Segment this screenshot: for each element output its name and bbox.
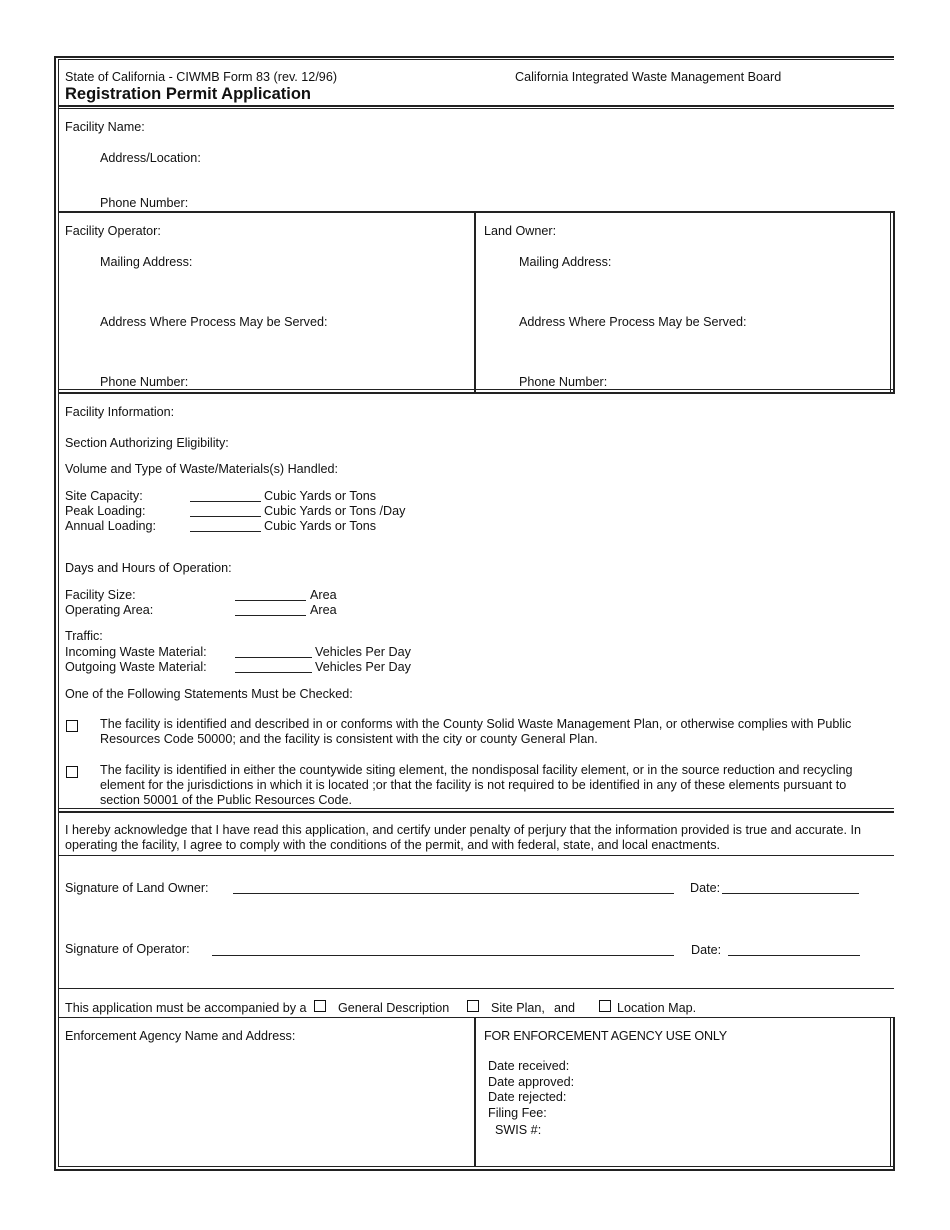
statement-2-text: The facility is identified in either the countywide siting element, the nondisposal facility element, or in the source reduction and recycling element for the jurisdictions in which it is located ;or that the facility is not required to be identified in any of these elements pursuant to section 50001 of the Public Resources Code. bbox=[100, 763, 853, 807]
operating-area-field[interactable] bbox=[235, 604, 306, 616]
border-bottom-inner bbox=[58, 1166, 894, 1167]
statement-2-checkbox[interactable] bbox=[66, 766, 78, 778]
attach-divider bbox=[58, 988, 894, 989]
owner-mailing-label: Mailing Address: bbox=[519, 255, 612, 269]
land-owner-date-line[interactable] bbox=[722, 893, 859, 894]
header-divider-a bbox=[58, 105, 894, 107]
info-divider-b bbox=[58, 811, 894, 813]
facility-size-field[interactable] bbox=[235, 589, 306, 601]
statement-1-checkbox[interactable] bbox=[66, 720, 78, 732]
volume-label: Volume and Type of Waste/Materials(s) Handled: bbox=[65, 462, 338, 476]
incoming-field[interactable] bbox=[235, 646, 312, 658]
operator-date-line[interactable] bbox=[728, 955, 860, 956]
operator-signature-label: Signature of Operator: bbox=[65, 942, 190, 956]
facility-divider bbox=[58, 211, 894, 213]
border-top-outer bbox=[54, 56, 894, 58]
header-divider-b bbox=[58, 108, 894, 109]
owner-right-a bbox=[890, 211, 891, 392]
border-top-inner bbox=[58, 59, 894, 60]
operator-owner-divider bbox=[474, 211, 476, 392]
annual-loading-unit: Cubic Yards or Tons bbox=[264, 519, 377, 533]
days-hours-label: Days and Hours of Operation: bbox=[65, 561, 232, 575]
operating-area-unit: Area bbox=[310, 603, 337, 617]
facility-name-label: Facility Name: bbox=[65, 120, 145, 134]
facility-phone-label: Phone Number: bbox=[100, 196, 189, 210]
incoming-label: Incoming Waste Material: bbox=[65, 645, 207, 659]
and-word: and bbox=[554, 1001, 576, 1015]
facility-size-unit: Area bbox=[310, 588, 337, 602]
operator-heading: Facility Operator: bbox=[65, 224, 161, 238]
statements-label: One of the Following Statements Must be Checked: bbox=[65, 687, 353, 701]
operator-phone-label: Phone Number: bbox=[100, 375, 189, 389]
border-bottom-outer bbox=[54, 1169, 895, 1171]
enforcement-use-only: FOR ENFORCEMENT AGENCY USE ONLY bbox=[484, 1029, 727, 1043]
section-label: Section Authorizing Eligibility: bbox=[65, 436, 229, 450]
form-id: State of California - CIWMB Form 83 (rev. 12/96) bbox=[65, 70, 338, 84]
border-left-outer bbox=[54, 56, 56, 1170]
location-map-checkbox[interactable] bbox=[599, 1000, 611, 1012]
filing-fee-label: Filing Fee: bbox=[488, 1106, 547, 1120]
peak-loading-unit: Cubic Yards or Tons /Day bbox=[264, 504, 406, 518]
operator-divider-a bbox=[58, 389, 894, 390]
owner-process-label: Address Where Process May be Served: bbox=[519, 315, 747, 329]
owner-heading: Land Owner: bbox=[484, 224, 557, 238]
enforce-divider bbox=[58, 1017, 894, 1018]
site-capacity-unit: Cubic Yards or Tons bbox=[264, 489, 377, 503]
info-divider-a bbox=[58, 808, 894, 809]
site-capacity-label: Site Capacity: bbox=[65, 489, 143, 503]
owner-right-b bbox=[893, 211, 895, 394]
date-approved-label: Date approved: bbox=[488, 1075, 575, 1089]
page-title: Registration Permit Application bbox=[65, 85, 312, 103]
outgoing-field[interactable] bbox=[235, 661, 312, 673]
facility-address-label: Address/Location: bbox=[100, 151, 201, 165]
enforce-right-a bbox=[890, 1017, 891, 1167]
outgoing-unit: Vehicles Per Day bbox=[315, 660, 411, 674]
date-rejected-label: Date rejected: bbox=[488, 1090, 567, 1104]
operator-signature-line[interactable] bbox=[212, 955, 674, 956]
swis-label: SWIS #: bbox=[495, 1123, 542, 1137]
annual-loading-field[interactable] bbox=[190, 520, 261, 532]
peak-loading-field[interactable] bbox=[190, 505, 261, 517]
attachments-intro: This application must be accompanied by a bbox=[65, 1001, 307, 1015]
enforce-vertical bbox=[474, 1017, 476, 1167]
date-received-label: Date received: bbox=[488, 1059, 570, 1073]
owner-phone-label: Phone Number: bbox=[519, 375, 608, 389]
land-owner-signature-line[interactable] bbox=[233, 893, 674, 894]
land-owner-signature-label: Signature of Land Owner: bbox=[65, 881, 209, 895]
enforcement-name-label: Enforcement Agency Name and Address: bbox=[65, 1029, 296, 1043]
operating-area-label: Operating Area: bbox=[65, 603, 154, 617]
traffic-label: Traffic: bbox=[65, 629, 103, 643]
statement-1-text: The facility is identified and described in or conforms with the County Solid Waste Management Plan, or otherwise complies with Public Resources Code 50000; and the facility is consistent with the city or county General Plan. bbox=[100, 717, 852, 746]
info-heading: Facility Information: bbox=[65, 405, 175, 419]
location-map-label: Location Map. bbox=[617, 1001, 697, 1015]
incoming-unit: Vehicles Per Day bbox=[315, 645, 411, 659]
operator-process-label: Address Where Process May be Served: bbox=[100, 315, 328, 329]
outgoing-label: Outgoing Waste Material: bbox=[65, 660, 207, 674]
facility-size-label: Facility Size: bbox=[65, 588, 136, 602]
agency-name: California Integrated Waste Management Board bbox=[515, 70, 782, 84]
peak-loading-label: Peak Loading: bbox=[65, 504, 146, 518]
site-capacity-field[interactable] bbox=[190, 490, 261, 502]
operator-date-label: Date: bbox=[691, 943, 722, 957]
general-description-label: General Description bbox=[338, 1001, 450, 1015]
border-left-inner bbox=[58, 59, 59, 1167]
general-description-checkbox[interactable] bbox=[314, 1000, 326, 1012]
site-plan-checkbox[interactable] bbox=[467, 1000, 479, 1012]
operator-mailing-label: Mailing Address: bbox=[100, 255, 193, 269]
cert-divider bbox=[58, 855, 894, 856]
operator-divider-b bbox=[58, 392, 894, 394]
certification-text: I hereby acknowledge that I have read this application, and certify under penalty of perjury that the information provided is true and accurate. In operating the facility, I agree to comply with the conditions of the permit, and with federal, state, and local enactments. bbox=[65, 823, 861, 852]
enforce-right-b bbox=[893, 1017, 895, 1170]
land-owner-date-label: Date: bbox=[690, 881, 721, 895]
site-plan-label: Site Plan, bbox=[491, 1001, 545, 1015]
annual-loading-label: Annual Loading: bbox=[65, 519, 157, 533]
